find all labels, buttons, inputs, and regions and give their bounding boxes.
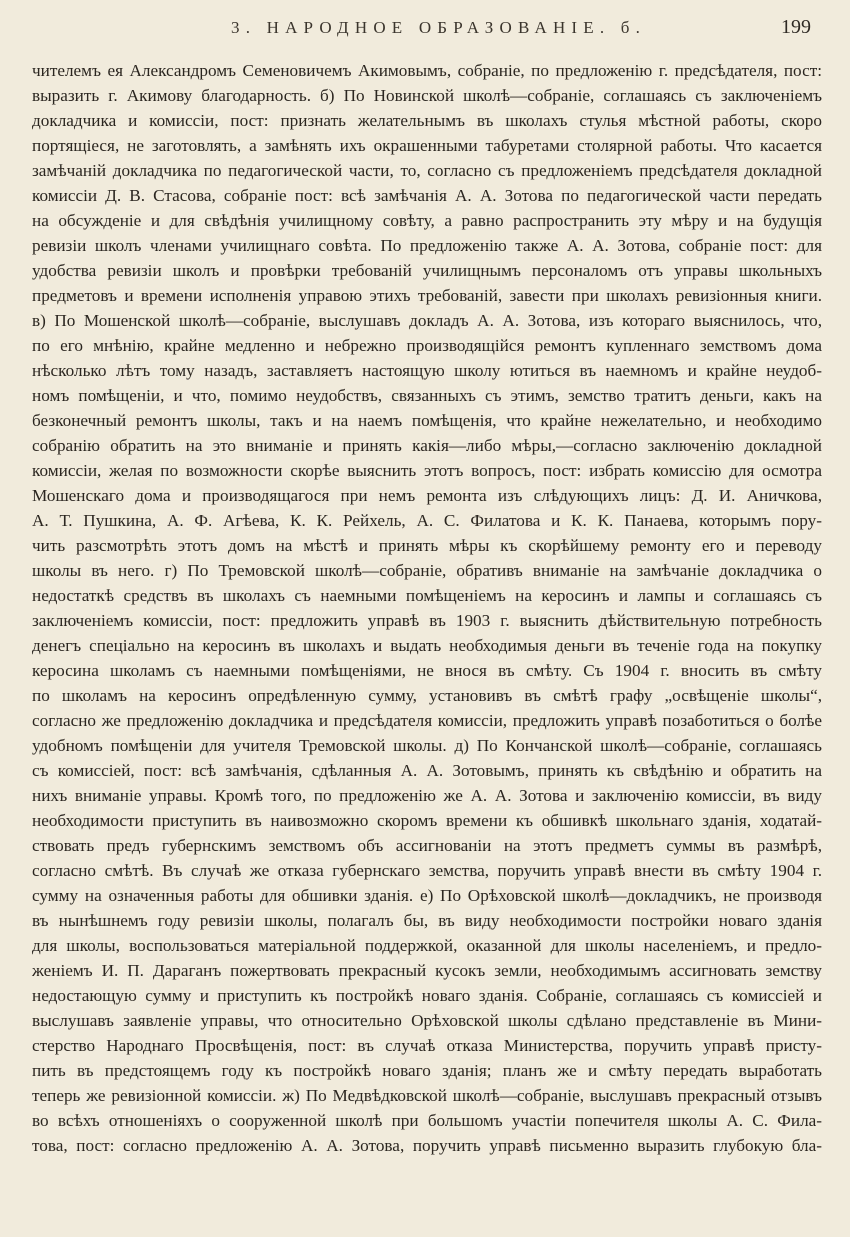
text-line: выслушавъ заявленіе управы, что относительно Орѣховской школы сдѣлано представленіе въ Мини- (32, 1011, 822, 1030)
body-text (32, 58, 822, 1158)
text-line: ревизіи школъ членами училищнаго совѣта. По предложенію также А. А. Зотова, собраніе пост: для (32, 236, 822, 255)
text-line: стерство Народнаго Просвѣщенія, пост: въ случаѣ отказа Министерства, поручить управѣ присту- (32, 1036, 822, 1055)
text-line: чителемъ ея Александромъ Семеновичемъ Акимовымъ, собраніе, по предложенію г. предсѣдателя, пост: (32, 61, 822, 80)
text-line: докладчика и комиссіи, пост: признать желательнымъ въ школахъ стулья мѣстной работы, скоро (32, 111, 822, 130)
text-line: по школамъ на керосинъ опредѣленную сумму, установивъ въ смѣтѣ графу „освѣщеніе школы“, (32, 686, 822, 705)
text-line: недостающую сумму и приступить къ постройкѣ новаго зданія. Собраніе, соглашаясь съ комиссіей и (32, 986, 822, 1005)
text-line: замѣчаній докладчика по педагогической части, то, согласно съ предложеніемъ предсѣдателя докладной (32, 161, 822, 180)
text-line: школы въ него. г) По Тремовской школѣ—собраніе, обративъ вниманіе на замѣчаніе докладчика о (32, 561, 822, 580)
text-line: для школы, воспользоваться матеріальной поддержкой, оказанной для школы населеніемъ, и предло- (32, 936, 822, 955)
text-line: съ комиссіей, пост: всѣ замѣчанія, сдѣланныя А. А. Зотовымъ, принять къ свѣдѣнію и обратить на (32, 761, 822, 780)
text-line: женіемъ И. П. Дараганъ пожертвовать прекрасный кусокъ земли, необходимымъ ассигновать земству (32, 961, 822, 980)
text-line: в) По Мошенской школѣ—собраніе, выслушавъ докладъ А. А. Зотова, изъ котораго выяснилось, что, (32, 311, 822, 330)
text-line: предметовъ и времени исполненія управою этихъ требованій, завести при школахъ ревизіонныя книги. (32, 286, 822, 305)
text-line: необходимости приступить въ наивозможно скоромъ времени къ обшивкѣ школьнаго зданія, ходатай- (32, 811, 822, 830)
running-head: 3. НАРОДНОЕ ОБРАЗОВАНІЕ. б. (231, 18, 647, 37)
text-line: собранію обратить на это вниманіе и принять какія—либо мѣры,—согласно заключенію докладной (32, 436, 822, 455)
text-line: въ нынѣшнемъ году ревизіи школы, полагалъ бы, въ виду необходимости постройки новаго зданія (32, 911, 822, 930)
text-line: чить разсмотрѣть этотъ домъ на мѣстѣ и принять мѣры къ скорѣйшему ремонту его и переводу (32, 536, 822, 555)
text-line: безконечный ремонтъ школы, такъ и на наемъ помѣщенія, что крайне нежелательно, и необходимо (32, 411, 822, 430)
text-line: согласно смѣтѣ. Въ случаѣ же отказа губернскаго земства, поручить управѣ внести въ смѣту 1904 г. (32, 861, 822, 880)
text-line: комиссіи Д. В. Стасова, собраніе пост: всѣ замѣчанія А. А. Зотова по педагогической части передать (32, 186, 822, 205)
text-line: Мошенскаго дома и производящагося при немъ ремонта изъ слѣдующихъ лицъ: Д. И. Аничкова, (32, 486, 822, 505)
text-line: нихъ вниманіе управы. Кромѣ того, по предложенію же А. А. Зотова и заключенію комиссіи, въ виду (32, 786, 822, 805)
text-line: сумму на означенныя работы для обшивки зданія. е) По Орѣховской школѣ—докладчикъ, не производя (32, 886, 822, 905)
text-line: денегъ спеціально на керосинъ въ школахъ и выдать необходимыя деньги въ теченіе года на покупку (32, 636, 822, 655)
page-number: 199 (781, 16, 811, 38)
page-header (0, 14, 850, 44)
text-line: номъ помѣщеніи, и что, помимо неудобствъ, связанныхъ съ этимъ, земство тратитъ деньги, какъ на (32, 386, 822, 405)
text-line: на обсужденіе и для свѣдѣнія училищному совѣту, а равно распространить эту мѣру и на будущія (32, 211, 822, 230)
text-line: портящіеся, не заготовлять, а замѣнять ихъ окрашенными табуретами столярной работы. Что касается (32, 136, 822, 155)
text-line: по его мнѣнію, крайне медленно и небрежно производящійся ремонтъ купленнаго земствомъ дома (32, 336, 822, 355)
text-line: недостаткѣ средствъ въ школахъ съ наемными помѣщеніемъ на керосинъ и лампы и соглашаясь съ (32, 586, 822, 605)
text-line: теперь же ревизіонной комиссіи. ж) По Медвѣдковской школѣ—собраніе, выслушавъ прекрасный отзывъ (32, 1086, 822, 1105)
text-line: това, пост: согласно предложенію А. А. Зотова, поручить управѣ письменно выразить глубокую бла- (32, 1136, 822, 1155)
text-line: удобства ревизіи школъ и провѣрки требованій училищнымъ персоналомъ отъ управы школьныхъ (32, 261, 822, 280)
text-line: нѣсколько лѣтъ тому назадъ, заставляетъ настоящую школу ютиться въ наемномъ и крайне неудоб- (32, 361, 822, 380)
text-line: удобномъ помѣщеніи для учителя Тремовской школы. д) По Кончанской школѣ—собраніе, соглашаясь (32, 736, 822, 755)
text-line: керосина школамъ съ наемными помѣщеніями, не внося въ смѣту. Съ 1904 г. вносить въ смѣту (32, 661, 822, 680)
text-line: комиссіи, желая по возможности скорѣе выяснить этотъ вопросъ, пост: избрать комиссію для осмотра (32, 461, 822, 480)
text-line: ствовать предъ губернскимъ земствомъ объ ассигнованіи на этотъ предметъ суммы въ размѣрѣ, (32, 836, 822, 855)
text-line: во всѣхъ отношеніяхъ о сооруженной школѣ при большомъ участіи попечителя школы А. С. Фила- (32, 1111, 822, 1130)
text-line: согласно же предложенію докладчика и предсѣдателя комиссіи, предложить управѣ позаботиться о болѣе (32, 711, 822, 730)
text-line: пить въ предстоящемъ году къ постройкѣ новаго зданія; планъ же и смѣту передать выработать (32, 1061, 822, 1080)
text-line: заключеніемъ комиссіи, пост: предложить управѣ въ 1903 г. выяснить дѣйствительную потребность (32, 611, 822, 630)
text-line: выразить г. Акимову благодарность. б) По Новинской школѣ—собраніе, соглашаясь съ заключеніемъ (32, 86, 822, 105)
text-line: А. Т. Пушкина, А. Ф. Агѣева, К. К. Рейхель, А. С. Филатова и К. К. Панаева, которымъ пору- (32, 511, 822, 530)
